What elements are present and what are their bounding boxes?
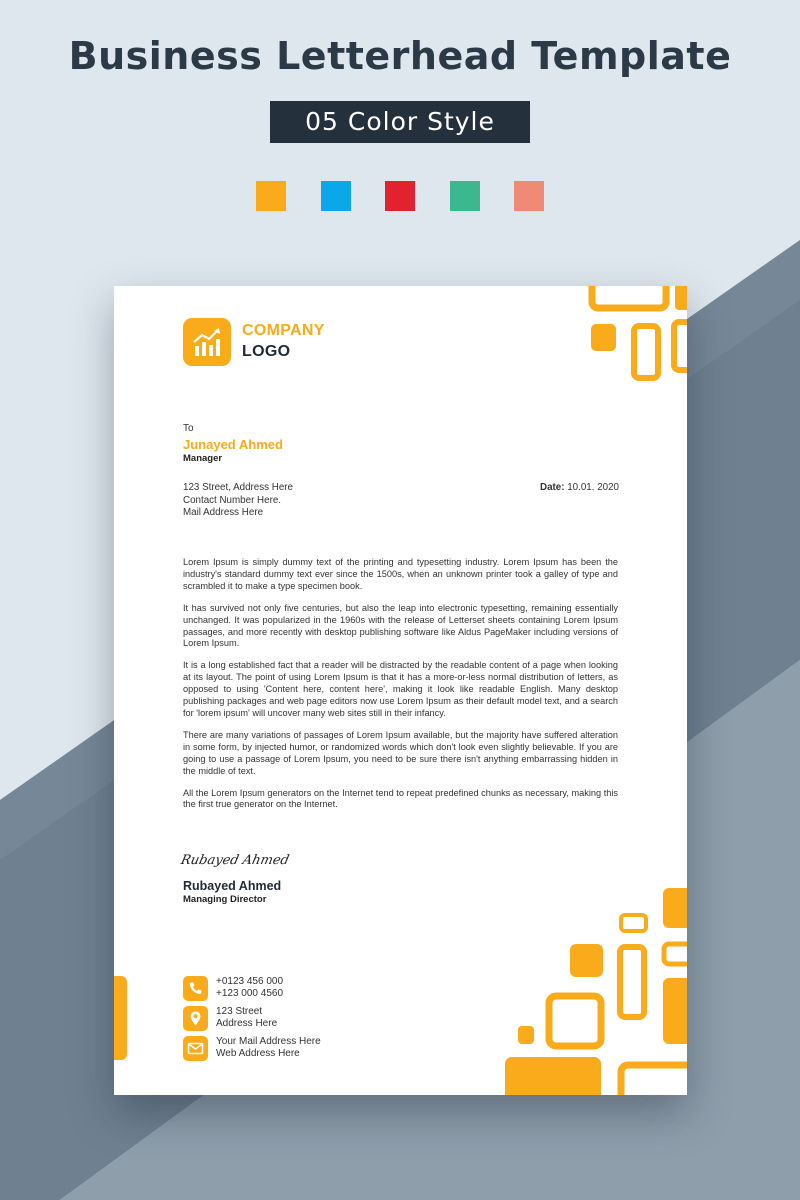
body-paragraph: There are many variations of passages of Lorem Ipsum available, but the majority have suffered alteration in some form, by injected humor, or randomized words which don't look even slightly believable. If you are going to use a passage of Lorem Ipsum, you need to be sure there isn't anything embarrassing hidden in the middle of text. [183,729,618,776]
address-line: 123 Street, Address Here [183,482,294,493]
phone-number: +123 000 4560 [216,988,284,999]
address-street: 123 Street [216,1006,263,1017]
company-logo-icon [183,318,231,366]
bar-chart-growth-icon [183,318,231,366]
recipient-name: Junayed Ahmed [183,437,283,452]
letterhead-page [114,286,687,1095]
logo-word-text: LOGO [242,343,291,360]
location-pin-icon [183,1006,208,1031]
contact-phone [216,976,283,1000]
swatch-blue[interactable] [321,181,351,211]
mail-address: Your Mail Address Here [216,1036,321,1047]
mail-line: Mail Address Here [183,507,264,519]
swatch-red[interactable] [385,181,415,211]
body-paragraph: Lorem Ipsum is simply dummy text of the printing and typesetting industry. Lorem Ipsum has been the industry's standard dummy text ever since the 1500s, when an unknown printer took a galley of type and scrambled it to make a type specimen book. [183,557,618,591]
phone-number: +0123 456 000 [216,976,284,987]
page-title: Business Letterhead Template [68,34,732,78]
mail-icon [183,1036,208,1061]
to-label: To [183,423,194,434]
swatch-green[interactable] [450,181,480,211]
letter-date [540,482,619,493]
address-detail: Address Here [216,1018,278,1029]
signer-title: Managing Director [183,894,267,905]
logo-company-text: COMPANY [242,322,325,339]
letter-body [183,557,618,821]
recipient-title: Manager [183,453,223,464]
signer-name: Rubayed Ahmed [183,879,282,893]
phone-icon [183,976,208,1001]
signature-handwriting: Rubayed Ahmed [179,853,291,868]
body-paragraph: It has survived not only five centuries, but also the leap into electronic typesetting, remaining essentially unchanged. It was popularized in the 1960s with the release of Letterset sheets containing Lorem Ipsum passages, and more recently with desktop publishing software like Aldus PageMaker including versions of Lorem Ipsum. [183,602,618,649]
body-paragraph: All the Lorem Ipsum generators on the Internet tend to repeat predefined chunks as necessary, making this the first true generator on the Internet. [183,787,618,810]
web-address: Web Address Here [216,1048,300,1059]
contact-address [216,1006,277,1030]
date-label: Date: [540,482,565,493]
contact-line: Contact Number Here. [183,494,282,506]
date-value: 10.01. 2020 [567,482,619,493]
body-paragraph: It is a long established fact that a reader will be distracted by the readable content of a page when looking at its layout. The point of using Lorem Ipsum is that it has a more-or-less normal distribution of letters, as opposed to using 'Content here, content here', making it look like readable English. Many desktop publishing packages and web page editors now use Lorem Ipsum as their default model text, and a search for 'lorem ipsum' will uncover many web sites still in their infancy. [183,660,618,718]
swatch-orange[interactable] [256,181,286,211]
recipient-address [183,482,293,520]
contact-web [216,1036,321,1060]
swatch-salmon[interactable] [514,181,544,211]
page-subtitle: 05 Color Style [270,101,530,143]
